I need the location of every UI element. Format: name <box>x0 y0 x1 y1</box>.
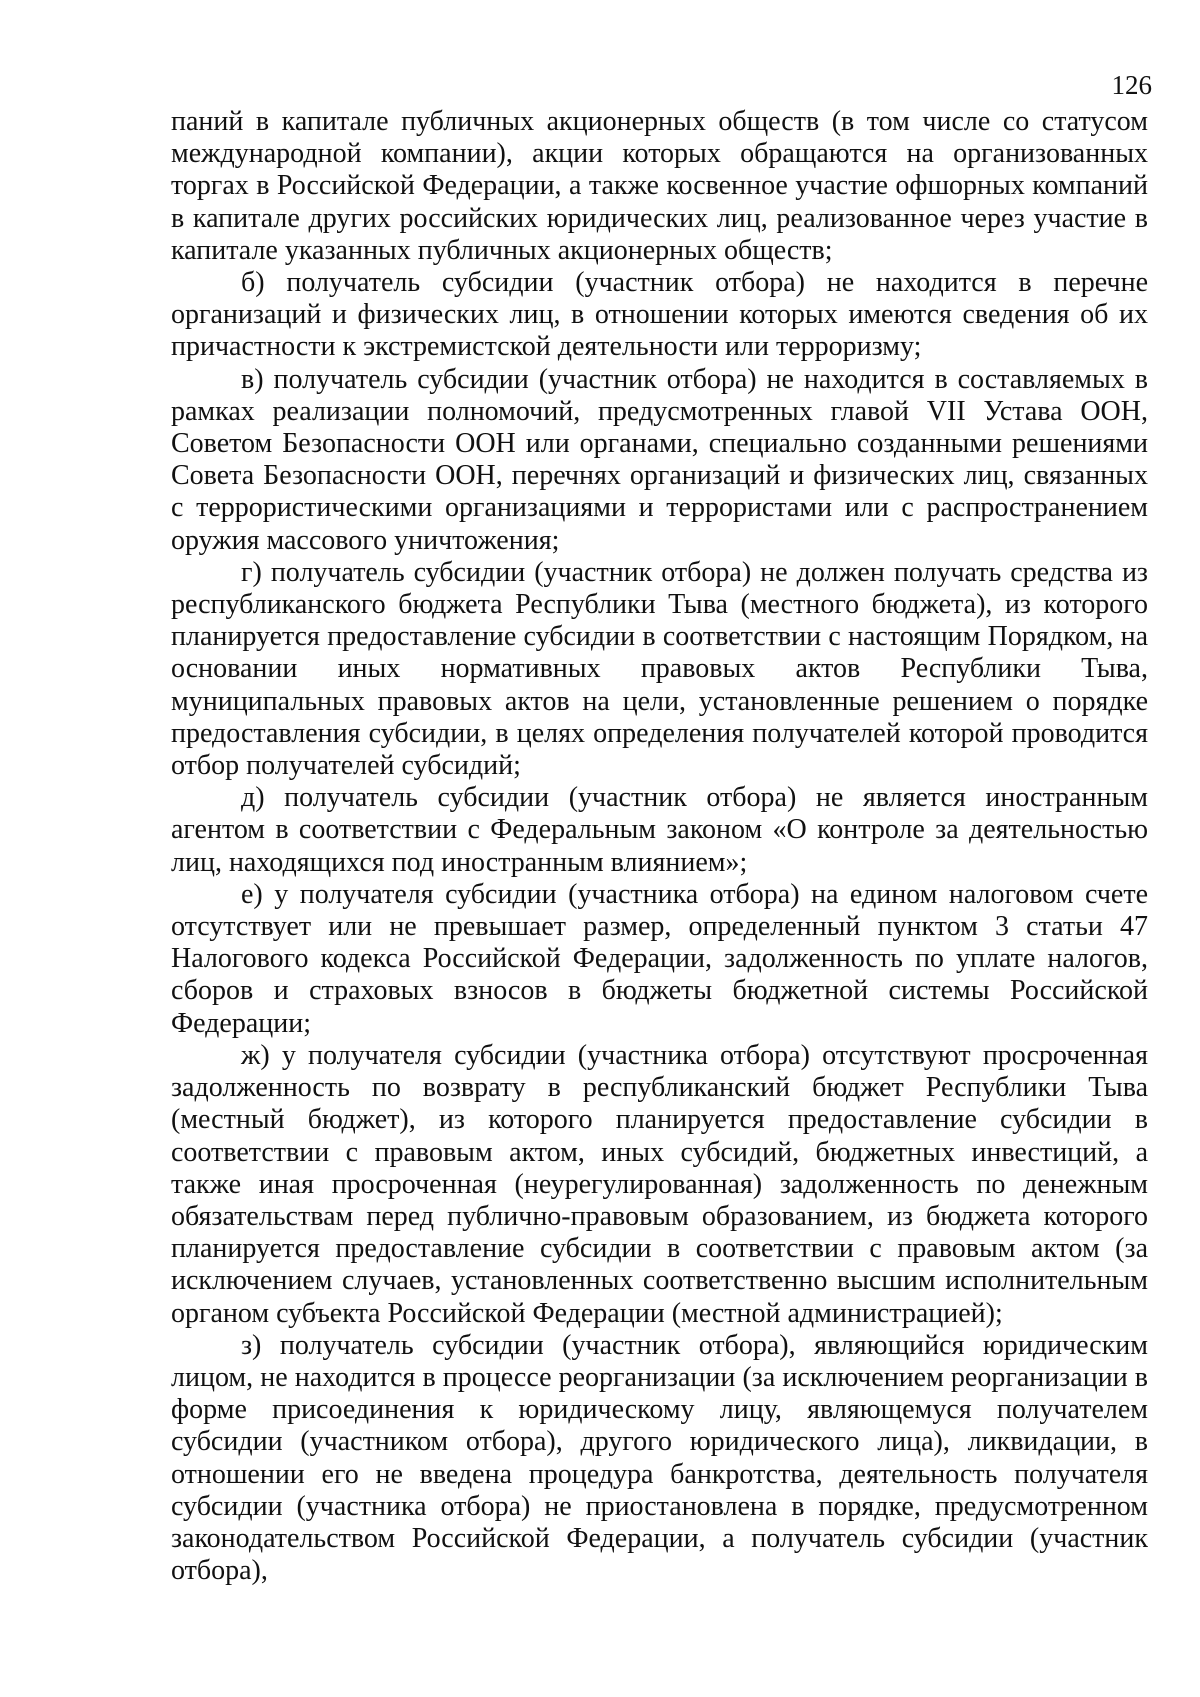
paragraph-item-b: б) получатель субсидии (участник отбора) не находится в перечне организаций и физических лиц, в отношении которых имеются сведения об их причастности к экстремистской деятельности или терроризму; <box>171 267 1148 363</box>
paragraph-item-v: в) получатель субсидии (участник отбора) не находится в составляемых в рамках реализации полномочий, предусмотренных главой VII Устава ООН, Советом Безопасности ООН или органами, специально созданными решениями Совета Безопасности ООН, перечнях организаций и физических лиц, связанных с террористическими организациями и террористами или с распространением оружия массового уничтожения; <box>171 363 1148 556</box>
paragraph-item-d: д) получатель субсидии (участник отбора) не является иностранным агентом в соответствии с Федеральным законом «О контроле за деятельностью лиц, находящихся под иностранным влиянием»; <box>171 782 1148 878</box>
paragraph-item-z: з) получатель субсидии (участник отбора), являющийся юридическим лицом, не находится в процессе реорганизации (за исключением реорганизации в форме присоединения к юридическому лицу, являющемуся получателем субсидии (участником отбора), другого юридического лица), ликвидации, в отношении его не введена процедура банкротства, деятельность получателя субсидии (участника отбора) не приостановлена в порядке, предусмотренном законодательством Российской Федерации, а получатель субсидии (участник отбора), <box>171 1329 1148 1587</box>
paragraph-continuation: паний в капитале публичных акционерных обществ (в том числе со статусом международной компании), акции которых обращаются на организованных торгах в Российской Федерации, а также косвенное участие офшорных компаний в капитале других российских юридических лиц, реализованное через участие в капитале указанных публичных акционерных обществ; <box>171 106 1148 266</box>
paragraph-item-e: е) у получателя субсидии (участника отбора) на едином налоговом счете отсутствует или не превышает размер, определенный пунктом 3 статьи 47 Налогового кодекса Российской Федерации, задолженность по уплате налогов, сборов и страховых взносов в бюджеты бюджетной системы Российской Федерации; <box>171 878 1148 1039</box>
paragraph-item-zh: ж) у получателя субсидии (участника отбора) отсутствуют просроченная задолженность по возврату в республиканский бюджет Республики Тыва (местный бюджет), из которого планируется предоставление субсидии в соответствии с правовым актом, иных субсидий, бюджетных инвестиций, а также иная просроченная (неурегулированная) задолженность по денежным обязательствам перед публично-правовым образованием, из бюджета которого планируется предоставление субсидии в соответствии с правовым актом (за исключением случаев, установленных соответственно высшим исполнительным органом субъекта Российской Федерации (местной администрацией); <box>171 1039 1148 1329</box>
paragraph-item-g: г) получатель субсидии (участник отбора) не должен получать средства из республиканского бюджета Республики Тыва (местного бюджета), из которого планируется предоставление субсидии в соответствии с настоящим Порядком, на основании иных нормативных правовых актов Республики Тыва, муниципальных правовых актов на цели, установленные решением о порядке предоставления субсидии, в целях определения получателей которой проводится отбор получателей субсидий; <box>171 556 1148 782</box>
document-body <box>171 106 1148 1587</box>
page-number: 126 <box>1111 70 1152 100</box>
